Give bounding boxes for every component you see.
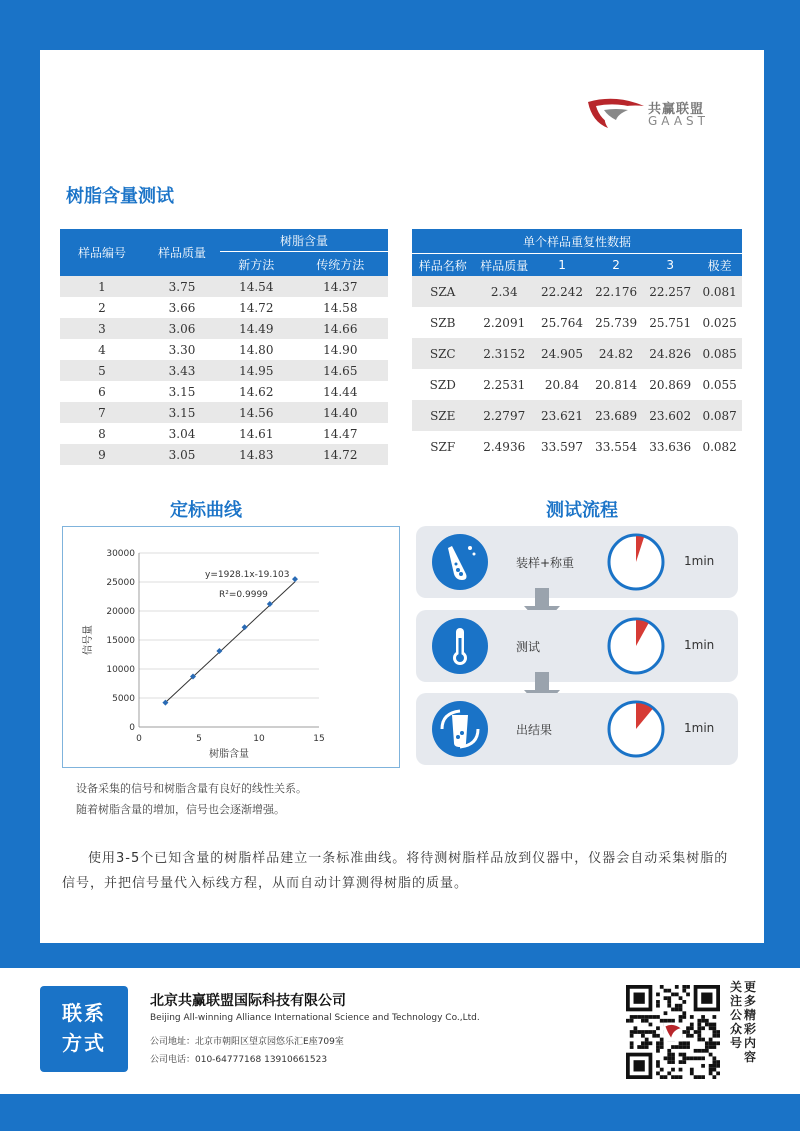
- table-row: [412, 400, 742, 431]
- description-paragraph: 使用3-5个已知含量的树脂样品建立一条标准曲线。将待测树脂样品放到仪器中，仪器会自动采集树脂的信号，并把信号量代入标线方程，从而自动计算测得树脂的质量。: [62, 851, 729, 891]
- follow-col-1: 关 注 公 众 号: [730, 980, 743, 1050]
- table-cell: 20.869: [643, 369, 697, 400]
- equation-label: y=1928.1x-19.103: [205, 570, 290, 580]
- x-tick-label: 15: [313, 734, 325, 744]
- table-cell: 23.689: [589, 400, 643, 431]
- table-cell: 25.739: [589, 307, 643, 338]
- table-cell: 22.257: [643, 276, 697, 307]
- table-cell: 23.621: [535, 400, 589, 431]
- y-tick-label: 10000: [106, 665, 135, 675]
- table-row: [60, 276, 388, 297]
- contact-label-1: 联系: [62, 1001, 106, 1025]
- table-cell: 3.30: [144, 339, 220, 360]
- table-cell: 2.3152: [473, 338, 534, 369]
- company-logo: [586, 96, 726, 132]
- table-row: [412, 307, 742, 338]
- table-cell: 2.34: [473, 276, 534, 307]
- y-tick-label: 0: [129, 723, 135, 733]
- header-resin-group: 树脂含量: [220, 229, 388, 252]
- table-cell: 14.66: [293, 318, 388, 339]
- process-step-label: 出结果: [516, 723, 553, 737]
- company-address: 公司地址：北京市朝阳区望京园悠乐汇E座709室: [150, 1037, 344, 1047]
- table-cell: 14.54: [220, 276, 293, 297]
- header-traditional-method: 传统方法: [293, 252, 388, 277]
- calibration-title: 定标曲线: [170, 500, 242, 521]
- table-cell: 3.06: [144, 318, 220, 339]
- table-cell: 24.82: [589, 338, 643, 369]
- table-cell: 8: [60, 423, 144, 444]
- table-cell: 3.15: [144, 381, 220, 402]
- process-title: 测试流程: [546, 500, 618, 521]
- qr-code-icon[interactable]: [626, 985, 720, 1079]
- table-cell: SZE: [412, 400, 473, 431]
- table-row: [60, 423, 388, 444]
- process-step-time: 1min: [684, 638, 715, 652]
- table-cell: 0.087: [697, 400, 742, 431]
- table-row: [412, 338, 742, 369]
- process-step-time: 1min: [684, 554, 715, 568]
- calibration-caption-1: 设备采集的信号和树脂含量有良好的线性关系。: [76, 782, 307, 795]
- header-new-method: 新方法: [220, 252, 293, 277]
- table-cell: 3: [60, 318, 144, 339]
- x-axis-label: 树脂含量: [209, 749, 249, 760]
- table-cell: SZA: [412, 276, 473, 307]
- y-tick-label: 25000: [106, 578, 135, 588]
- y-tick-label: 5000: [112, 694, 135, 704]
- table-cell: 14.40: [293, 402, 388, 423]
- table-row: [60, 297, 388, 318]
- table2-header: 极差: [697, 254, 742, 277]
- table-cell: 14.37: [293, 276, 388, 297]
- table-row: [60, 402, 388, 423]
- company-name-en: Beijing All-winning Alliance International Science and Technology Co.,Ltd.: [150, 1013, 480, 1023]
- data-point: [216, 648, 222, 654]
- resin-content-table: [60, 229, 388, 465]
- table-cell: 14.44: [293, 381, 388, 402]
- x-tick-label: 10: [253, 734, 265, 744]
- table-cell: SZB: [412, 307, 473, 338]
- table-row: [60, 444, 388, 465]
- header-sample-no: 样品编号: [60, 229, 144, 276]
- table-cell: 22.242: [535, 276, 589, 307]
- contact-badge: [40, 986, 128, 1072]
- table-row: [412, 276, 742, 307]
- table-cell: 14.49: [220, 318, 293, 339]
- y-axis-label: 信号量: [83, 625, 94, 655]
- table-cell: 2: [60, 297, 144, 318]
- table-cell: 25.764: [535, 307, 589, 338]
- table-cell: 2.2531: [473, 369, 534, 400]
- logo-swoosh-icon: [586, 96, 646, 132]
- table-cell: 14.72: [220, 297, 293, 318]
- y-tick-label: 30000: [106, 549, 135, 559]
- test-tube-icon: [432, 534, 488, 590]
- table-row: [60, 318, 388, 339]
- table2-header: 样品质量: [473, 254, 534, 277]
- logo-text-en: GAAST: [648, 114, 709, 128]
- timer-icon: [606, 616, 666, 676]
- repeatability-table: [412, 229, 742, 462]
- company-phone: 公司电话：010-64777168 13910661523: [150, 1055, 328, 1065]
- thermometer-icon: [432, 618, 488, 674]
- table-cell: 24.905: [535, 338, 589, 369]
- table-cell: 3.43: [144, 360, 220, 381]
- process-step: [416, 526, 738, 598]
- table-cell: 14.56: [220, 402, 293, 423]
- table-cell: 33.554: [589, 431, 643, 462]
- table-cell: SZD: [412, 369, 473, 400]
- table-row: [412, 369, 742, 400]
- resin-table-body: [60, 276, 388, 465]
- table2-header: 样品名称: [412, 254, 473, 277]
- table-cell: SZC: [412, 338, 473, 369]
- table-cell: 25.751: [643, 307, 697, 338]
- table-cell: 22.176: [589, 276, 643, 307]
- y-tick-label: 15000: [106, 636, 135, 646]
- table-cell: 14.62: [220, 381, 293, 402]
- table-cell: 2.2091: [473, 307, 534, 338]
- process-step: [416, 693, 738, 765]
- beaker-refresh-icon: [432, 701, 488, 757]
- table2-header: 1: [535, 254, 589, 277]
- header-sample-mass: 样品质量: [144, 229, 220, 276]
- table-cell: 20.814: [589, 369, 643, 400]
- resin-section-title: 树脂含量测试: [66, 186, 174, 207]
- table-row: [412, 431, 742, 462]
- table-cell: 0.081: [697, 276, 742, 307]
- table-cell: 14.65: [293, 360, 388, 381]
- table-cell: 14.83: [220, 444, 293, 465]
- follow-col-2: 更 多 精 彩 内 容: [744, 980, 757, 1064]
- table-cell: 20.84: [535, 369, 589, 400]
- table-cell: 3.04: [144, 423, 220, 444]
- table-cell: 7: [60, 402, 144, 423]
- bottom-band: [0, 1094, 800, 1131]
- page-content: [40, 50, 764, 943]
- process-step-label: 测试: [516, 640, 541, 654]
- table-cell: 14.61: [220, 423, 293, 444]
- table-cell: 2.2797: [473, 400, 534, 431]
- data-point: [242, 624, 248, 630]
- logo-text-cn: 共赢联盟: [648, 102, 705, 117]
- table-cell: 14.95: [220, 360, 293, 381]
- table-cell: 24.826: [643, 338, 697, 369]
- table-cell: 3.75: [144, 276, 220, 297]
- table-row: [60, 381, 388, 402]
- table-cell: 14.90: [293, 339, 388, 360]
- company-name-cn: 北京共赢联盟国际科技有限公司: [150, 993, 346, 1009]
- timer-icon: [606, 532, 666, 592]
- follow-text: [730, 980, 758, 1064]
- table2-header: 3: [643, 254, 697, 277]
- repeatability-title: 单个样品重复性数据: [412, 229, 742, 254]
- table-cell: 0.025: [697, 307, 742, 338]
- process-step: [416, 610, 738, 682]
- table-cell: 9: [60, 444, 144, 465]
- table-cell: 14.72: [293, 444, 388, 465]
- contact-label-2: 方式: [62, 1031, 106, 1055]
- calibration-chart: [63, 527, 399, 767]
- table-cell: 0.055: [697, 369, 742, 400]
- table-cell: 3.05: [144, 444, 220, 465]
- data-point: [267, 601, 273, 607]
- table-cell: 0.085: [697, 338, 742, 369]
- table-cell: 5: [60, 360, 144, 381]
- table-cell: 14.47: [293, 423, 388, 444]
- table-cell: 14.80: [220, 339, 293, 360]
- process-step-time: 1min: [684, 721, 715, 735]
- table-row: [60, 360, 388, 381]
- y-tick-label: 20000: [106, 607, 135, 617]
- timer-icon: [606, 699, 666, 759]
- table-cell: SZF: [412, 431, 473, 462]
- calibration-caption-2: 随着树脂含量的增加，信号也会逐渐增强。: [76, 803, 285, 816]
- table-cell: 4: [60, 339, 144, 360]
- table-cell: 2.4936: [473, 431, 534, 462]
- x-tick-label: 5: [196, 734, 202, 744]
- table-cell: 3.15: [144, 402, 220, 423]
- table-cell: 33.597: [535, 431, 589, 462]
- table-cell: 6: [60, 381, 144, 402]
- table-cell: 3.66: [144, 297, 220, 318]
- table-row: [60, 339, 388, 360]
- table-cell: 23.602: [643, 400, 697, 431]
- r2-label: R²=0.9999: [219, 590, 268, 600]
- process-step-label: 装样+称重: [516, 556, 575, 570]
- table-cell: 33.636: [643, 431, 697, 462]
- table-cell: 1: [60, 276, 144, 297]
- repeatability-table-body: [412, 276, 742, 462]
- x-tick-label: 0: [136, 734, 142, 744]
- table-cell: 0.082: [697, 431, 742, 462]
- data-point: [292, 576, 298, 582]
- table-cell: 14.58: [293, 297, 388, 318]
- table2-header: 2: [589, 254, 643, 277]
- calibration-chart-frame: [62, 526, 400, 768]
